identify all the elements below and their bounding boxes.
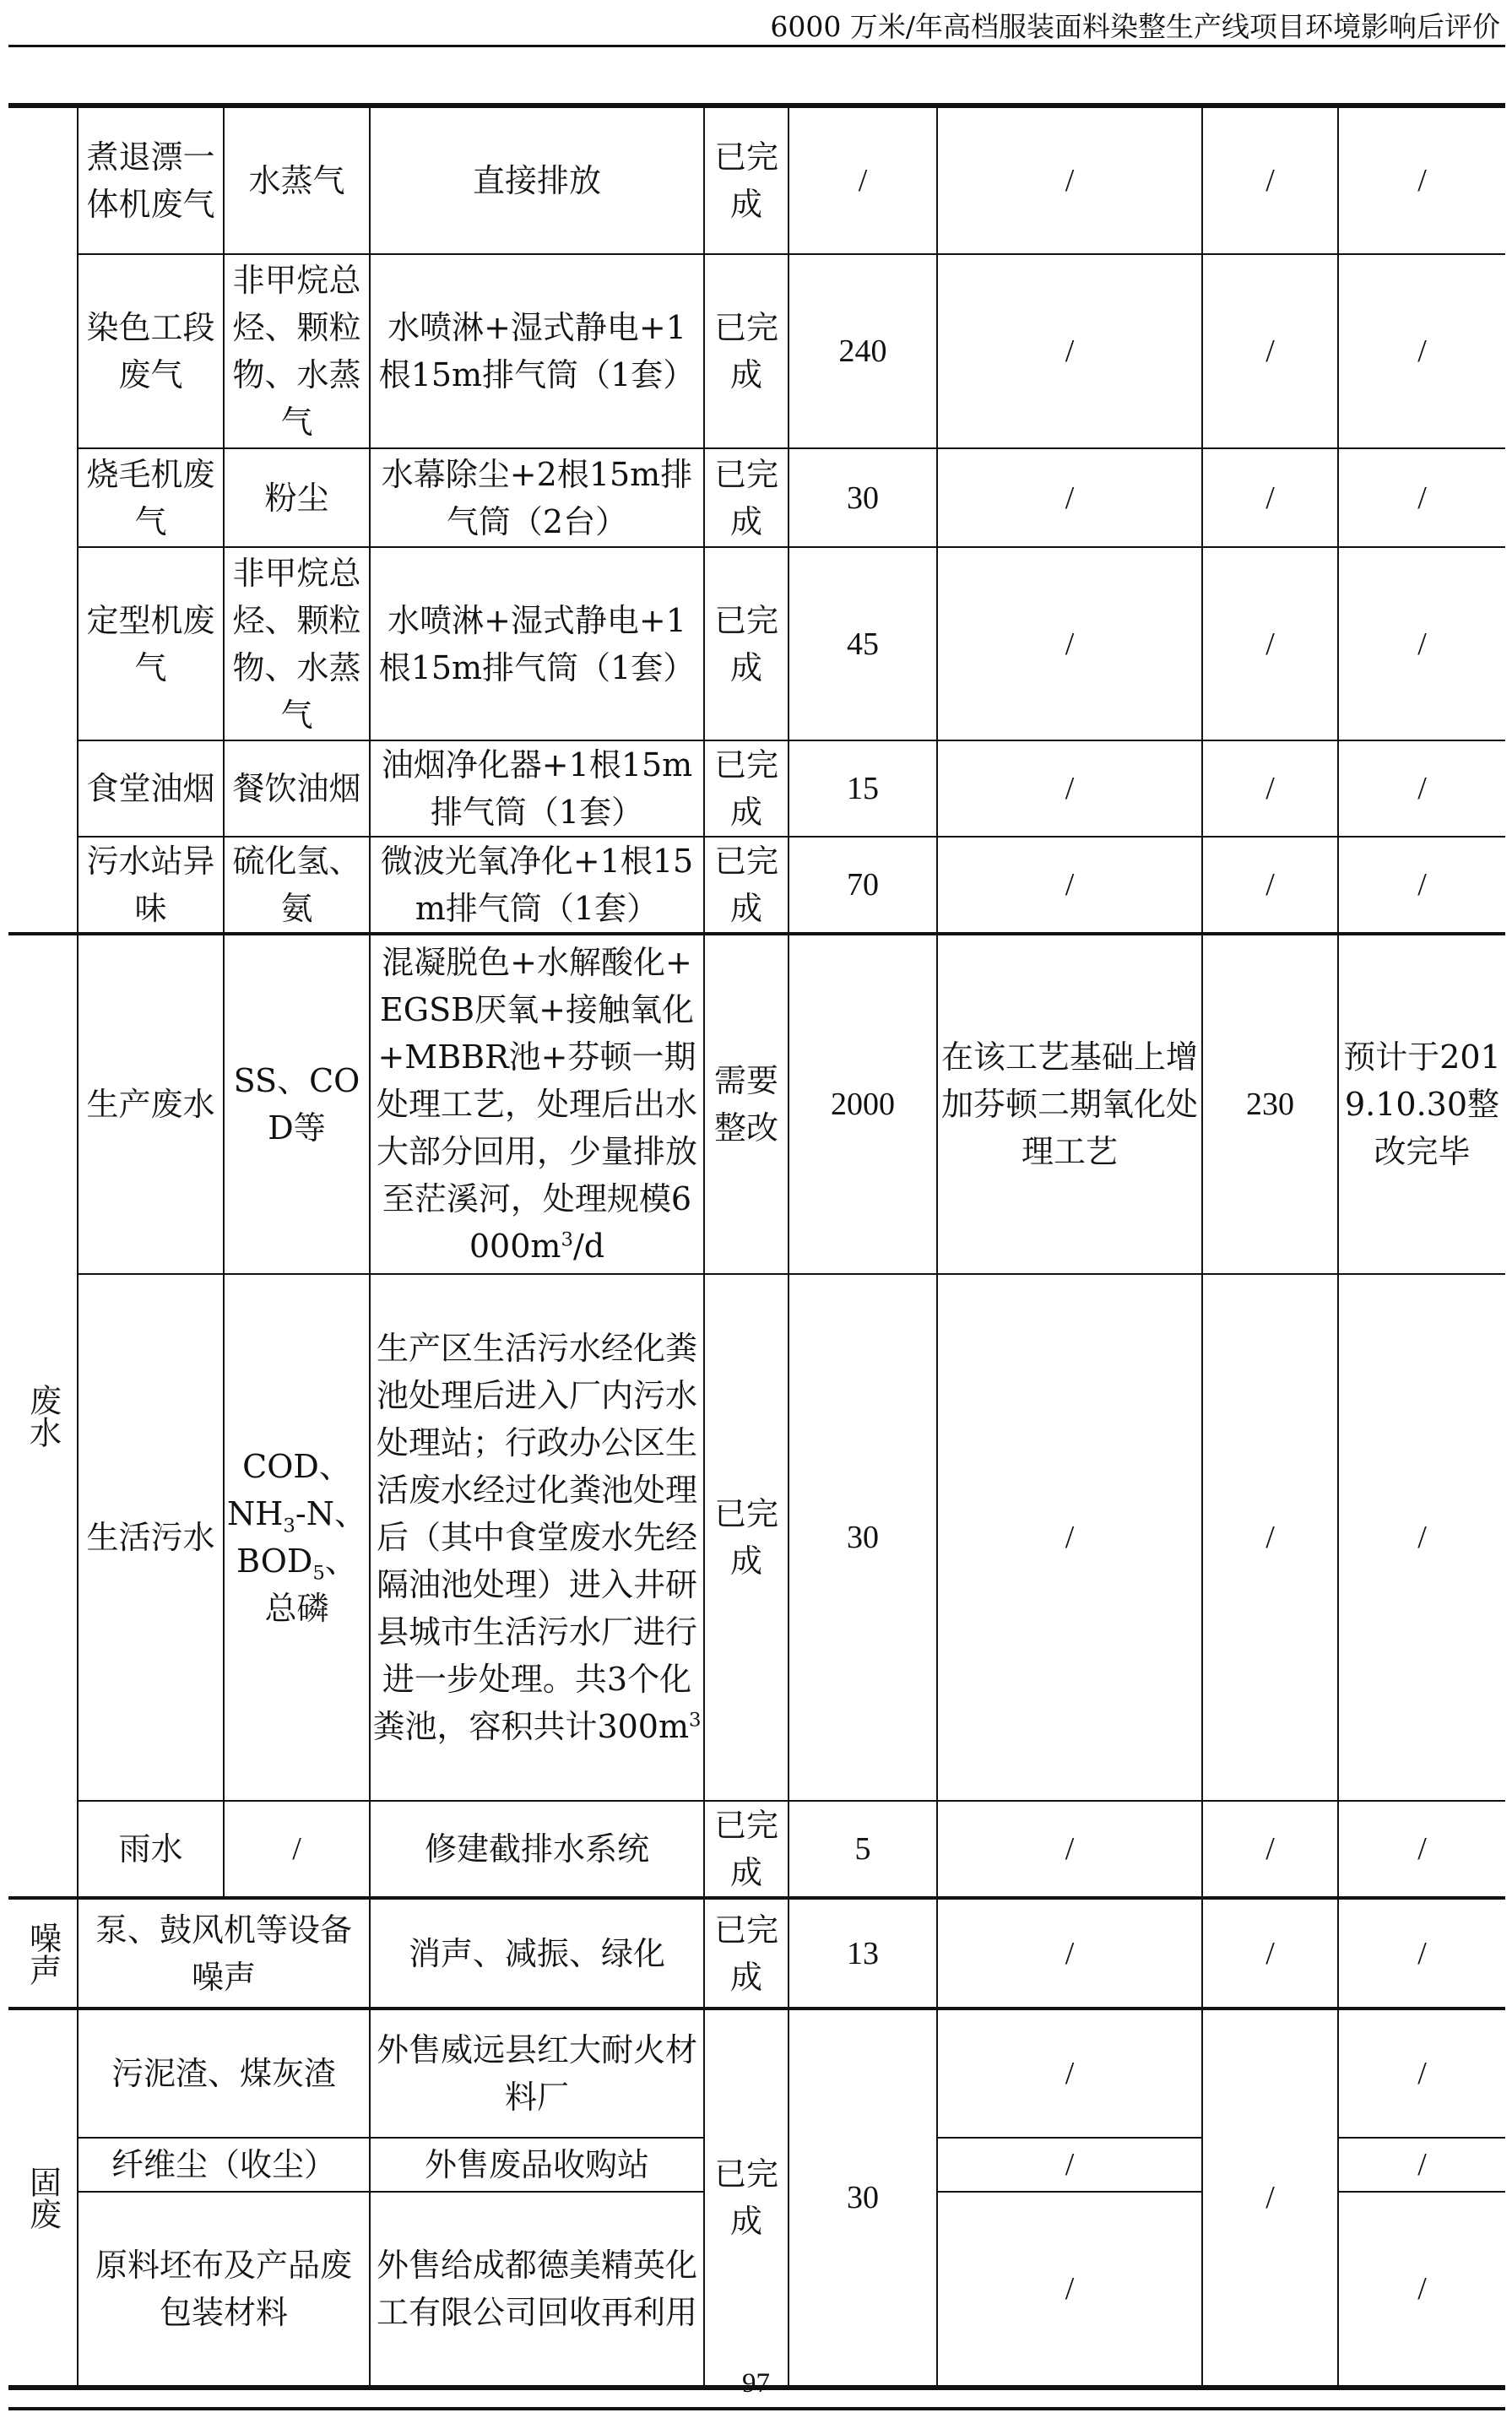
- table-row: [8, 254, 1505, 448]
- status-cell: 已完成: [704, 448, 789, 547]
- measure-cell: 水喷淋+湿式静电+1根15m排气筒（1套）: [370, 254, 704, 448]
- measure-cell: 外售给成都德美精英化工有限公司回收再利用: [370, 2192, 704, 2388]
- pollutant-cell: /: [224, 1801, 370, 1898]
- rectification-cell: /: [937, 448, 1202, 547]
- deadline-cell: /: [1338, 2138, 1505, 2192]
- investment-cell: 30: [789, 1274, 937, 1801]
- deadline-cell: /: [1338, 547, 1505, 740]
- source-cell: 纤维尘（收尘）: [78, 2138, 370, 2192]
- status-cell: 已完成: [704, 106, 789, 254]
- rectification-cell: 在该工艺基础上增加芬顿二期氧化处理工艺: [937, 934, 1202, 1274]
- deadline-cell: 预计于2019.10.30整改完毕: [1338, 934, 1505, 1274]
- investment-cell: 30: [789, 2009, 937, 2388]
- status-cell: 已完成: [704, 547, 789, 740]
- table-row: [8, 547, 1505, 740]
- source-cell: 生活污水: [78, 1274, 224, 1801]
- table-row: [8, 448, 1505, 547]
- pollutant-cell: 非甲烷总烃、颗粒物、水蒸气: [224, 547, 370, 740]
- table-row: [8, 1274, 1505, 1801]
- rect-investment-cell: /: [1202, 2009, 1338, 2388]
- rectification-cell: /: [937, 2138, 1202, 2192]
- measure-cell: 修建截排水系统: [370, 1801, 704, 1898]
- source-cell: 染色工段废气: [78, 254, 224, 448]
- investment-cell: 45: [789, 547, 937, 740]
- measure-cell: 外售威远县红大耐火材料厂: [370, 2009, 704, 2138]
- deadline-cell: /: [1338, 740, 1505, 837]
- rect-investment-cell: /: [1202, 106, 1338, 254]
- investment-cell: 13: [789, 1898, 937, 2009]
- rectification-cell: /: [937, 1898, 1202, 2009]
- table-row: [8, 106, 1505, 254]
- deadline-cell: /: [1338, 1274, 1505, 1801]
- environmental-measures-table: [8, 103, 1505, 2390]
- rect-investment-cell: /: [1202, 448, 1338, 547]
- rectification-cell: /: [937, 2192, 1202, 2388]
- measure-cell: 水幕除尘+2根15m排气筒（2台）: [370, 448, 704, 547]
- measure-cell: 混凝脱色+水解酸化+EGSB厌氧+接触氧化+MBBR池+芬顿一期处理工艺，处理后出水大部分回用，少量排放至茫溪河，处理规模$6000m^3/d$: [370, 934, 704, 1274]
- pollutant-cell: 硫化氢、氨: [224, 837, 370, 934]
- rect-investment-cell: /: [1202, 1801, 1338, 1898]
- source-cell: 烧毛机废气: [78, 448, 224, 547]
- investment-cell: 30: [789, 448, 937, 547]
- pollutant-cell: 水蒸气: [224, 106, 370, 254]
- deadline-cell: /: [1338, 837, 1505, 934]
- table-row: [8, 837, 1505, 934]
- status-cell: 已完成: [704, 1898, 789, 2009]
- deadline-cell: /: [1338, 1801, 1505, 1898]
- measure-cell: 外售废品收购站: [370, 2138, 704, 2192]
- header-divider: [8, 45, 1505, 47]
- deadline-cell: /: [1338, 1898, 1505, 2009]
- investment-cell: 240: [789, 254, 937, 448]
- rect-investment-cell: /: [1202, 1274, 1338, 1801]
- rectification-cell: /: [937, 1801, 1202, 1898]
- measure-cell: 微波光氧净化+1根15m排气筒（1套）: [370, 837, 704, 934]
- rect-investment-cell: /: [1202, 547, 1338, 740]
- table-row: [8, 740, 1505, 837]
- category-cell-waste-gas-continued: [8, 106, 78, 934]
- rectification-cell: /: [937, 740, 1202, 837]
- rectification-cell: /: [937, 254, 1202, 448]
- deadline-cell: /: [1338, 106, 1505, 254]
- page-number: 97: [742, 2368, 770, 2399]
- pollutant-cell: COD、 $NH_3-N$、 $BOD_5$、 总磷: [224, 1274, 370, 1801]
- measure-cell: 水喷淋+湿式静电+1根15m排气筒（1套）: [370, 547, 704, 740]
- pollutant-cell: SS、COD等: [224, 934, 370, 1274]
- measure-cell: 油烟净化器+1根15m排气筒（1套）: [370, 740, 704, 837]
- rect-investment-cell: /: [1202, 740, 1338, 837]
- investment-cell: /: [789, 106, 937, 254]
- source-cell: 食堂油烟: [78, 740, 224, 837]
- source-cell: 煮退漂一体机废气: [78, 106, 224, 254]
- rect-investment-cell: /: [1202, 1898, 1338, 2009]
- rectification-cell: /: [937, 547, 1202, 740]
- category-cell-solid-waste: 固废: [8, 2009, 78, 2388]
- rectification-cell: /: [937, 2009, 1202, 2138]
- measure-cell: 消声、减振、绿化: [370, 1898, 704, 2009]
- deadline-cell: /: [1338, 254, 1505, 448]
- rectification-cell: /: [937, 106, 1202, 254]
- pollutant-cell: 非甲烷总烃、颗粒物、水蒸气: [224, 254, 370, 448]
- source-cell: 泵、鼓风机等设备噪声: [78, 1898, 370, 2009]
- source-cell: 雨水: [78, 1801, 224, 1898]
- table-row: [8, 1801, 1505, 1898]
- pollutant-cell: 粉尘: [224, 448, 370, 547]
- investment-cell: 2000: [789, 934, 937, 1274]
- measure-cell: 直接排放: [370, 106, 704, 254]
- rect-investment-cell: /: [1202, 254, 1338, 448]
- status-cell: 需要整改: [704, 934, 789, 1274]
- deadline-cell: /: [1338, 448, 1505, 547]
- table-row: [8, 934, 1505, 1274]
- rect-investment-cell: 230: [1202, 934, 1338, 1274]
- investment-cell: 70: [789, 837, 937, 934]
- table-row: [8, 2009, 1505, 2138]
- rect-investment-cell: /: [1202, 837, 1338, 934]
- deadline-cell: /: [1338, 2192, 1505, 2388]
- status-cell: 已完成: [704, 1801, 789, 1898]
- investment-cell: 15: [789, 740, 937, 837]
- category-cell-noise: 噪声: [8, 1898, 78, 2009]
- deadline-cell: /: [1338, 2009, 1505, 2138]
- status-cell: 已完成: [704, 1274, 789, 1801]
- category-cell-wastewater: 废水: [8, 934, 78, 1898]
- source-cell: 定型机废气: [78, 547, 224, 740]
- status-cell: 已完成: [704, 2009, 789, 2388]
- status-cell: 已完成: [704, 740, 789, 837]
- rectification-cell: /: [937, 837, 1202, 934]
- source-cell: 生产废水: [78, 934, 224, 1274]
- source-cell: 污水站异味: [78, 837, 224, 934]
- source-cell: 污泥渣、煤灰渣: [78, 2009, 370, 2138]
- status-cell: 已完成: [704, 837, 789, 934]
- document-header-title: 6000 万米/年高档服装面料染整生产线项目环境影响后评价: [770, 10, 1500, 43]
- rectification-cell: /: [937, 1274, 1202, 1801]
- footer-divider: [8, 2407, 1505, 2410]
- investment-cell: 5: [789, 1801, 937, 1898]
- source-cell: 原料坯布及产品废包装材料: [78, 2192, 370, 2388]
- pollutant-cell: 餐饮油烟: [224, 740, 370, 837]
- table-row: [8, 1898, 1505, 2009]
- status-cell: 已完成: [704, 254, 789, 448]
- measure-cell: 生产区生活污水经化粪池处理后进入厂内污水处理站；行政办公区生活废水经过化粪池处理后（其中食堂废水先经隔油池处理）进入井研县城市生活污水厂进行进一步处理。共3个化粪池，容积共计$300m^3$: [370, 1274, 704, 1801]
